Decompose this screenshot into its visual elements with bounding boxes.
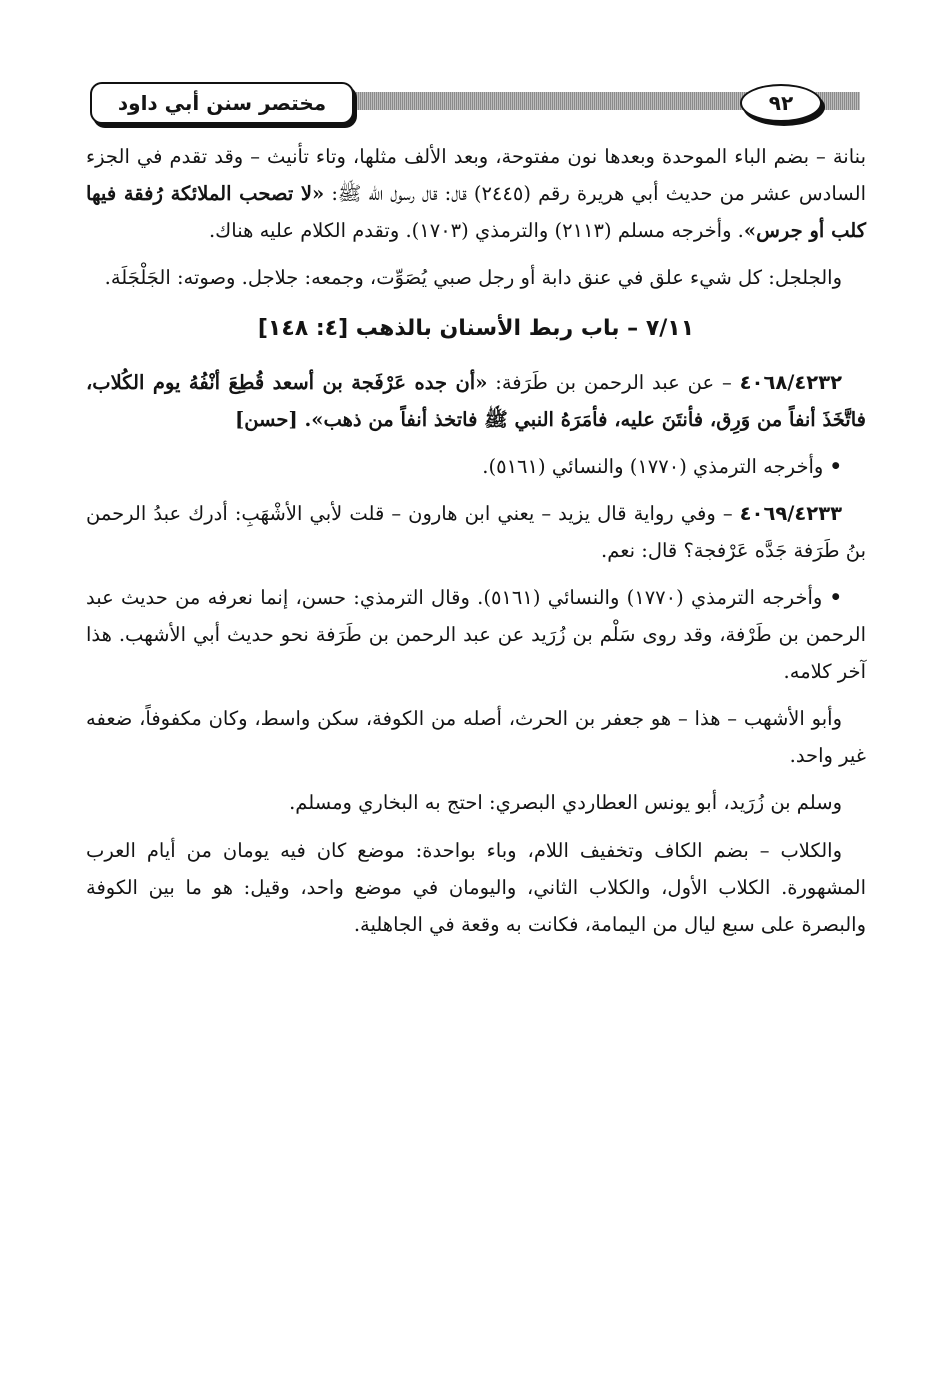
hadith-matn: «أن جده عَرْفَجة بن أسعد قُطِعَ أنْفُهُ يوم الكُلاب، فاتَّخَذَ أنفاً من وَرِق، فأنتَنَ عليه، فأمَرَهُ النبي ﷺ فاتخذ أنفاً من ذهب» (86, 370, 866, 432)
takhrij-text: وأخرجه الترمذي (١٧٧٠) والنسائي (٥١٦١). (482, 455, 830, 479)
chapter-heading: ٧/١١ – باب ربط الأسنان بالذهب [٤: ١٤٨] (257, 316, 695, 342)
page-body (86, 138, 866, 953)
note-kulab: والكلاب – بضم الكاف وتخفيف اللام، وباء بواحدة: موضع كان فيه يومان من أيام العرب المشهورة. الكلاب الأول، والكلاب الثاني، واليومان في موضع واحد، وقيل: هو ما بين الكوفة والبصرة على سبع ليال من اليمامة، فكانت به وقعة في الجاهلية. (86, 838, 866, 936)
page-number (740, 84, 822, 122)
paragraph-jaljal: والجلجل: كل شيء علق في عنق دابة أو رجل صبي يُصَوِّت، وجمعه: جلاجل. وصوته: الجَلْجَلَة. (104, 266, 842, 290)
bullet-icon: • (829, 455, 842, 479)
takhrij-text: وأخرجه الترمذي (١٧٧٠) والنسائي (٥١٦١). وقال الترمذي: حسن، إنما نعرفه من حديث عبد الرحمن بن طَرْفة، وقد روى سَلْم بن زُرَيد عن عبد الرحمن بن طَرَفة نحو حديث أبي الأشهب. هذا آخر كلامه. (86, 586, 866, 684)
paragraph-bunana-text: بنانة – بضم الباء الموحدة وبعدها نون مفتوحة، وبعد الألف مثلها، وتاء تأنيث – وقد تقدم في الجزء السادس عشر من حديث أبي هريرة رقم (٢٤٤٥) قال: قال رسول الله ﷺ: (86, 145, 867, 206)
page-header (90, 80, 860, 128)
hadith-grade: . [حسن] (234, 408, 312, 432)
takhrij-4232 (86, 448, 866, 485)
hadith-quote: «لا تصحب الملائكة رُفقة فيها كلب أو جرس» (86, 182, 866, 243)
hadith-4233 (86, 495, 866, 569)
takhrij-4233 (86, 579, 866, 690)
hadith-intro: – عن عبد الرحمن بن طَرَفة: (487, 370, 740, 394)
page-number-text: ٩٢ (768, 91, 794, 115)
bullet-icon: • (829, 586, 842, 610)
hadith-number: ٤٠٦٩/٤٢٣٣ (739, 502, 842, 526)
book-title (90, 82, 354, 124)
paragraph-bunana-tail: . وأخرجه مسلم (٢١١٣) والترمذي (١٧٠٣). وتقدم الكلام عليه هناك. (208, 219, 744, 243)
hadith-text: – وفي رواية قال يزيد – يعني ابن هارون – قلت لأبي الأشْهَبِ: أدرك عبدُ الرحمن بنُ طَرَفة جَدَّه عَرْفجة؟ قال: نعم. (86, 502, 866, 563)
hadith-number: ٤٠٦٨/٤٢٣٢ (739, 370, 842, 394)
book-title-text: مختصر سنن أبي داود (117, 91, 327, 115)
hadith-4232 (86, 364, 866, 438)
note-salm: وسلم بن زُرَيد، أبو يونس العطاردي البصري: احتج به البخاري ومسلم. (289, 791, 842, 815)
note-abu-ashhab: وأبو الأشهب – هذا – هو جعفر بن الحرث، أصله من الكوفة، سكن واسط، وكان مكفوفاً، ضعفه غير واحد. (86, 707, 866, 768)
paragraph-bunana (86, 138, 866, 249)
